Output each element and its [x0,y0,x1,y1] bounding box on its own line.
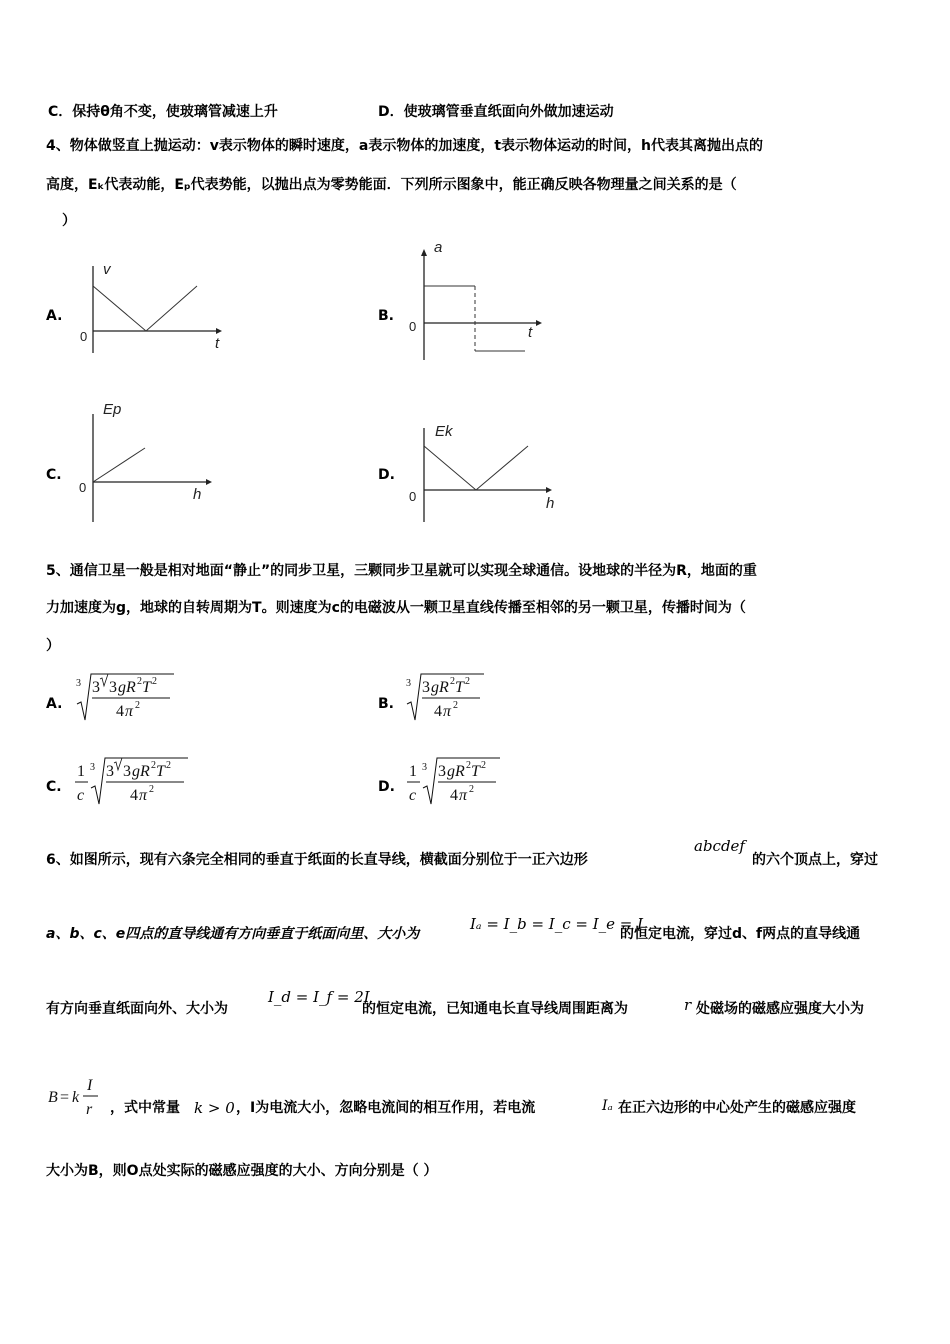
q5-stem-line3: ） [46,638,60,654]
svg-text:2: 2 [151,760,156,771]
svg-text:4: 4 [434,703,442,720]
x-arrow [546,487,552,493]
q5-stem-line1: 5、通信卫星一般是相对地面“静止”的同步卫星，三颗同步卫星就可以实现全球通信。设地球的半径为R，地面的重 [46,563,757,579]
q5-option-c-label: C. [46,779,62,795]
q6-line1-b: 的六个顶点上，穿过 [752,852,878,868]
q5-option-d-formula [404,752,509,812]
svg-text:1: 1 [409,763,417,780]
v-t-curve [93,286,197,331]
q3-option-c: C．保持θ角不变，使玻璃管减速上升 [48,104,278,120]
svg-text:3: 3 [422,762,427,773]
svg-text:2: 2 [453,700,458,711]
origin-label: 0 [80,329,88,344]
svg-text:2: 2 [465,676,470,687]
svg-text:gR: gR [431,679,449,696]
q6-line4-a: ，式中常量 [110,1100,180,1116]
q5-option-d-label: D. [378,779,395,795]
q6-line2-currents: Iₐ = I_b = I_c = I_e = I [470,915,644,933]
origin-label: 0 [409,319,417,334]
x-axis-label: h [193,486,202,503]
q6-line3-b: 的恒定电流，已知通电长直导线周围距离为 [362,1001,628,1017]
q4-option-c-label: C. [46,467,62,483]
q4-graph-d [400,420,570,524]
svg-text:2: 2 [149,784,154,795]
svg-text:B: B [48,1089,58,1106]
q5-option-b-formula [402,668,492,728]
svg-text:2: 2 [152,676,157,687]
svg-text:3: 3 [109,679,117,696]
svg-text:=: = [60,1089,70,1106]
svg-text:4: 4 [450,787,458,804]
svg-text:2: 2 [166,760,171,771]
svg-text:T: T [471,763,480,780]
q6-line5: 大小为B，则O点处实际的磁感应强度的大小、方向分别是（ ） [46,1163,438,1179]
svg-text:π: π [125,703,134,720]
svg-text:T: T [156,763,165,780]
q6-line2-b: 的恒定电流，穿过d、f两点的直导线通 [620,926,861,942]
svg-text:3: 3 [422,679,430,696]
q3-option-d: D．使玻璃管垂直纸面向外做加速运动 [378,104,614,120]
svg-text:3: 3 [90,762,95,773]
svg-text:4: 4 [130,787,138,804]
x-arrow [216,328,222,334]
q6-line3-c: 处磁场的磁感应强度大小为 [696,1001,864,1017]
q6-line4-c: 在正六边形的中心处产生的磁感应强度 [618,1100,856,1116]
q6-line4-k: k > 0 [194,1099,235,1117]
svg-text:3: 3 [106,763,114,780]
svg-text:c: c [409,787,417,804]
svg-text:3: 3 [123,763,131,780]
y-axis-label: Ek [435,423,453,440]
q6-line2-a: a、b、c、e四点的直导线通有方向垂直于纸面向里、大小为 [46,926,420,942]
svg-text:gR: gR [132,763,150,780]
svg-text:3: 3 [438,763,446,780]
y-axis-label: Ep [103,401,122,418]
q6-line3-r: r [684,996,692,1014]
svg-text:3: 3 [92,679,100,696]
y-axis-label: v [103,261,111,278]
q4-option-d-label: D. [378,467,395,483]
svg-text:2: 2 [469,784,474,795]
svg-text:T: T [455,679,464,696]
origin-label: 0 [79,480,87,495]
x-axis-label: t [215,335,220,352]
svg-text:π: π [139,787,148,804]
svg-text:π: π [443,703,452,720]
svg-text:gR: gR [118,679,136,696]
svg-text:2: 2 [137,676,142,687]
origin-label: 0 [409,489,417,504]
x-arrow [536,320,542,326]
q6-hexagon-label: abcdef [694,837,745,855]
q5-stem-line2: 力加速度为g，地球的自转周期为T。则速度为c的电磁波从一颗卫星直线传播至相邻的另一颗卫星，传播时间为（ [46,600,746,616]
q4-graph-a [70,258,240,358]
svg-text:4: 4 [116,703,124,720]
q4-stem-line2: 高度，Eₖ代表动能，Eₚ代表势能，以抛出点为零势能面．下列所示图象中，能正确反映各物理量之间关系的是（ [46,177,737,193]
x-arrow [206,479,212,485]
svg-text:2: 2 [135,700,140,711]
svg-text:r: r [86,1101,93,1118]
q5-option-a-label: A. [46,696,63,712]
q4-stem-line1: 4、物体做竖直上抛运动：v表示物体的瞬时速度，a表示物体的加速度，t表示物体运动的时间，h代表其离抛出点的 [46,138,763,154]
svg-text:π: π [459,787,468,804]
q5-option-c-formula [72,752,197,812]
svg-text:gR: gR [447,763,465,780]
svg-text:c: c [77,787,85,804]
q6-line3-currents: I_d = I_f = 2I [268,988,370,1006]
y-axis-label: a [434,239,443,256]
ek-h-curve [424,446,528,490]
svg-text:2: 2 [450,676,455,687]
q6-line1-a: 6、如图所示，现有六条完全相同的垂直于纸面的长直导线，横截面分别位于一正六边形 [46,852,588,868]
q6-line4-ia: Iₐ [602,1098,613,1114]
q4-option-a-label: A. [46,308,63,324]
q6-formula-b [46,1074,108,1124]
q4-graph-b [400,238,560,364]
q5-option-a-formula [72,668,182,728]
svg-text:k: k [72,1089,80,1106]
cube-index: 3 [76,678,81,689]
q6-line4-b: ，I为电流大小，忽略电流间的相互作用，若电流 [236,1100,536,1116]
svg-text:1: 1 [77,763,85,780]
x-axis-label: t [528,324,533,341]
q4-stem-line3: ） [62,213,76,229]
svg-text:I: I [87,1077,93,1094]
q6-line3-a: 有方向垂直纸面向外、大小为 [46,1001,228,1017]
x-axis-label: h [546,495,555,512]
svg-text:3: 3 [406,678,411,689]
ep-h-line [93,448,145,482]
y-arrow [421,249,427,256]
q4-option-b-label: B. [378,308,394,324]
q4-graph-c [70,400,220,524]
svg-text:2: 2 [481,760,486,771]
svg-text:2: 2 [466,760,471,771]
q5-option-b-label: B. [378,696,394,712]
svg-text:T: T [142,679,151,696]
